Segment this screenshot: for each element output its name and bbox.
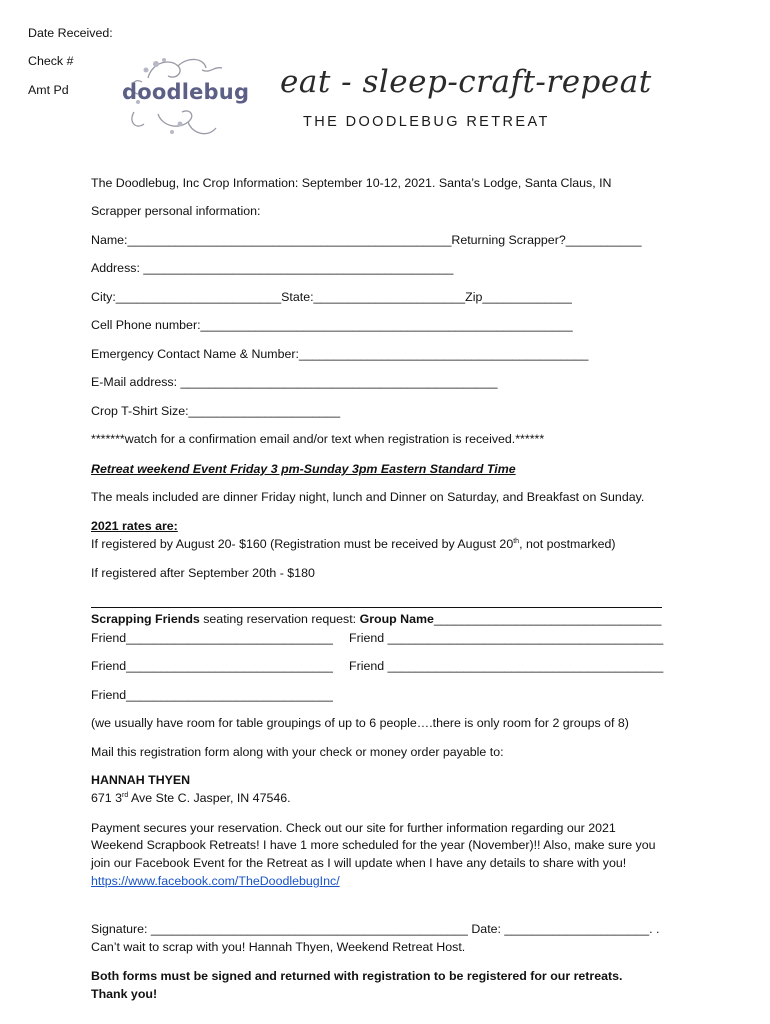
tagline: eat - sleep-craft-repeat: [280, 64, 652, 100]
emergency-contact-field[interactable]: Emergency Contact Name & Number:__________________________________________: [91, 347, 589, 361]
friend-field-2[interactable]: Friend ________________________________________: [349, 631, 664, 645]
payment-text-2: Weekend Scrapbook Retreats! I have 1 more scheduled for the year (November)!! Also, make sure you: [91, 838, 656, 852]
meals-info: The meals included are dinner Friday night, lunch and Dinner on Saturday, and Breakfast on Sunday.: [91, 490, 645, 504]
group-request-line[interactable]: [91, 612, 661, 626]
name-field[interactable]: Name:_______________________________________________Returning Scrapper?___________: [91, 233, 642, 247]
rate-early: [91, 537, 615, 551]
rates-heading: 2021 rates are:: [91, 519, 178, 533]
rate-early-tail: , not postmarked): [519, 537, 616, 551]
confirmation-notice: *******watch for a confirmation email and/or text when registration is received.******: [91, 432, 545, 446]
rate-late: If registered after September 20th - $180: [91, 566, 315, 580]
email-field[interactable]: E-Mail address: ______________________________________________: [91, 375, 498, 389]
facebook-link[interactable]: https://www.facebook.com/TheDoodlebugInc/: [91, 874, 340, 888]
signature-date-field[interactable]: Signature: ______________________________________________ Date: _____________________. .: [91, 922, 660, 936]
date-received-label: Date Received:: [28, 26, 113, 40]
rate-early-text: If registered by August 20- $160 (Registration must be received by August 20: [91, 537, 514, 551]
address-sup: rd: [122, 791, 129, 799]
check-number-label: Check #: [28, 54, 74, 68]
personal-info-heading: Scrapper personal information:: [91, 204, 261, 218]
host-note: Can’t wait to scrap with you! Hannah Thyen, Weekend Retreat Host.: [91, 940, 466, 954]
mail-note: Mail this registration form along with your check or money order payable to:: [91, 745, 504, 759]
friends-label: Scrapping Friends: [91, 612, 200, 626]
logo-wordmark: doodlebug: [122, 80, 250, 104]
address-field[interactable]: Address: _____________________________________________: [91, 261, 454, 275]
friend-field-1[interactable]: Friend______________________________: [91, 631, 333, 645]
closing-text: Both forms must be signed and returned with registration to be registered for our retreats.: [91, 969, 623, 983]
event-time: Retreat weekend Event Friday 3 pm-Sunday 3pm Eastern Standard Time: [91, 462, 516, 476]
payment-text-3: join our Facebook Event for the Retreat as I will update when I have any details to share with you!: [91, 856, 627, 870]
group-name-label: Group Name: [359, 612, 434, 626]
payee-address: [91, 791, 291, 805]
retreat-name: THE DOODLEBUG RETREAT: [303, 114, 550, 130]
group-name-blank: _________________________________: [433, 612, 662, 626]
friend-field-5[interactable]: Friend______________________________: [91, 688, 333, 702]
thank-you: Thank you!: [91, 987, 158, 1001]
divider-line: [91, 607, 662, 608]
table-note: (we usually have room for table groupings of up to 6 people….there is only room for 2 groups of 8): [91, 716, 629, 730]
address-rest: Ave Ste C. Jasper, IN 47546.: [128, 791, 291, 805]
address-number: 671 3: [91, 791, 123, 805]
friend-field-4[interactable]: Friend ________________________________________: [349, 659, 664, 673]
friends-request-text: seating reservation request:: [199, 612, 360, 626]
friend-field-3[interactable]: Friend______________________________: [91, 659, 333, 673]
cell-phone-field[interactable]: Cell Phone number:______________________________________________________: [91, 318, 573, 332]
rate-early-sup: th: [513, 537, 520, 545]
payment-text-1: Payment secures your reservation. Check out our site for further information regarding our 2021: [91, 821, 616, 835]
doodlebug-logo: [118, 52, 278, 144]
crop-information: The Doodlebug, Inc Crop Information: September 10-12, 2021. Santa’s Lodge, Santa Claus, IN: [91, 176, 612, 190]
city-state-zip-field[interactable]: City:________________________State:______________________Zip_____________: [91, 290, 572, 304]
amount-paid-label: Amt Pd: [28, 83, 69, 97]
payee-name: HANNAH THYEN: [91, 773, 191, 787]
tshirt-size-field[interactable]: Crop T-Shirt Size:______________________: [91, 404, 341, 418]
